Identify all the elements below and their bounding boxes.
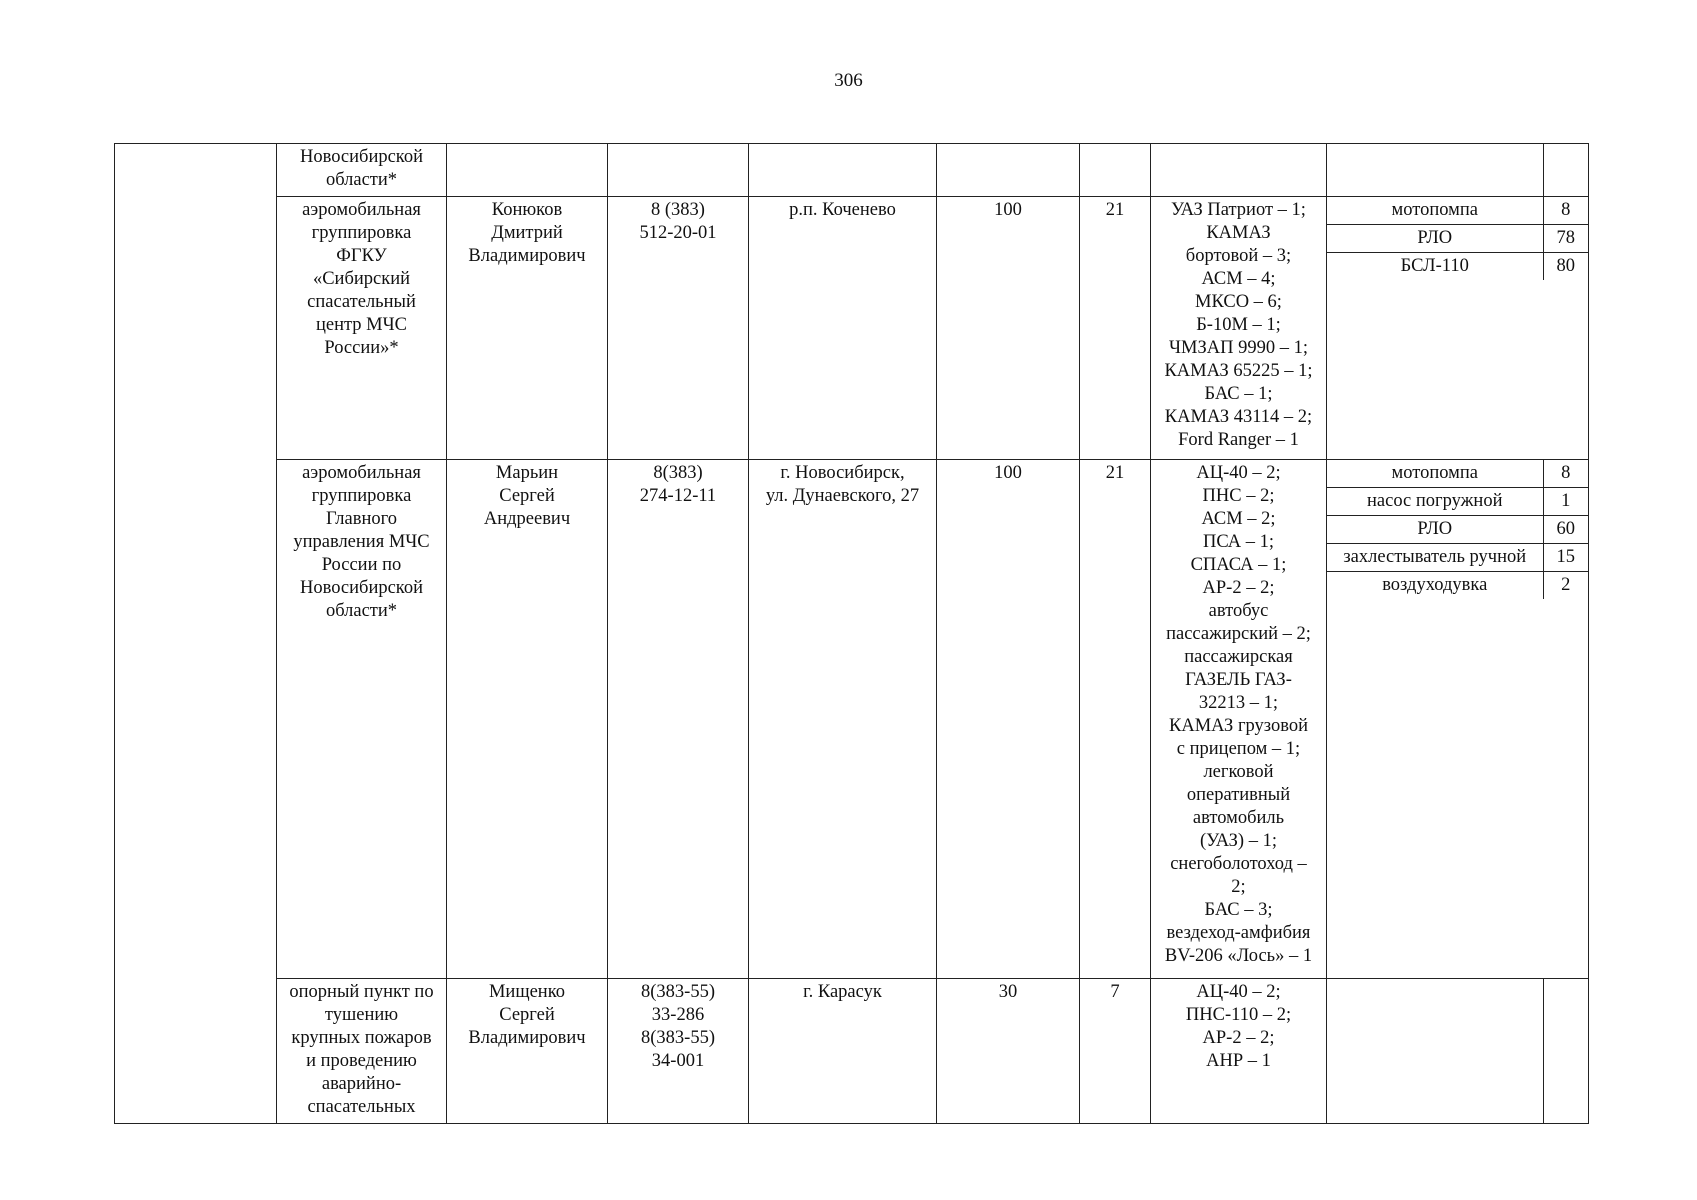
table-row: [115, 460, 1589, 979]
resources-table: [114, 143, 1589, 1124]
equipment-item: [1327, 253, 1588, 281]
head-cell: Мищенко Сергей Владимирович: [447, 979, 608, 1124]
equipment-item: [1327, 488, 1588, 516]
units-cell: 21: [1080, 460, 1151, 979]
equipment-name: мотопомпа: [1327, 197, 1543, 225]
location-cell: р.п. Коченево: [749, 197, 937, 460]
equipment-qty-cell: [1544, 979, 1589, 1124]
units-cell: 7: [1080, 979, 1151, 1124]
equipment-item: [1327, 516, 1588, 544]
equipment-list: [1327, 197, 1588, 280]
equipment-item: [1327, 197, 1588, 225]
equipment-name: воздуходувка: [1382, 575, 1488, 595]
units-cell: [1080, 144, 1151, 197]
phone-cell: 8(383-55) 33-286 8(383-55) 34-001: [608, 979, 749, 1124]
equipment-name-cell: [1327, 144, 1544, 197]
equipment-qty: 80: [1543, 253, 1588, 281]
vehicles-cell: [1151, 144, 1327, 197]
org-cell: опорный пункт по тушению крупных пожаров и проведению аварийно- спасательных: [277, 979, 447, 1124]
table-row: [115, 979, 1589, 1124]
people-cell: 100: [937, 197, 1080, 460]
location-cell: г. Карасук: [749, 979, 937, 1124]
units-cell: 21: [1080, 197, 1151, 460]
table-body: [115, 144, 1589, 1124]
vehicles-cell: УАЗ Патриот – 1; КАМАЗ бортовой – 3; АСМ – 4; МКСО – 6; Б-10М – 1; ЧМЗАП 9990 – 1; КАМАЗ 65225 – 1; БАС – 1; КАМАЗ 43114 – 2; Ford Ranger – 1: [1151, 197, 1327, 460]
equipment-cell: [1327, 460, 1589, 979]
equipment-qty: 60: [1543, 516, 1588, 544]
equipment-item: [1327, 544, 1588, 572]
equipment-name: РЛО: [1327, 225, 1543, 253]
equipment-item: [1327, 572, 1588, 600]
vehicles-cell: АЦ-40 – 2; ПНС – 2; АСМ – 2; ПСА – 1; СПАСА – 1; АР-2 – 2; автобус пассажирский – 2; пассажирская ГАЗЕЛЬ ГАЗ- 32213 – 1; КАМАЗ грузовой с прицепом – 1; легковой оперативный автомобиль (УАЗ) – 1; снегоболотоход – 2; БАС – 3; вездеход-амфибия BV-206 «Лось» – 1: [1151, 460, 1327, 979]
org-cell: аэромобильная группировка Главного управления МЧС России по Новосибирской области*: [277, 460, 447, 979]
location-cell: г. Новосибирск, ул. Дунаевского, 27: [749, 460, 937, 979]
equipment-name: насос погружной: [1327, 488, 1543, 516]
org-cell: аэромобильная группировка ФГКУ «Сибирский спасательный центр МЧС России»*: [277, 197, 447, 460]
people-cell: 100: [937, 460, 1080, 979]
equipment-qty: 15: [1543, 544, 1588, 572]
region-cell: [115, 144, 277, 1124]
equipment-name-cell: [1327, 979, 1544, 1124]
vehicles-cell: АЦ-40 – 2; ПНС-110 – 2; АР-2 – 2; АНР – 1: [1151, 979, 1327, 1124]
equipment-item: [1327, 225, 1588, 253]
page-number: 306: [834, 70, 863, 91]
phone-cell: [608, 144, 749, 197]
equipment-qty: 78: [1543, 225, 1588, 253]
equipment-item: [1327, 460, 1588, 488]
equipment-name: мотопомпа: [1327, 460, 1543, 488]
equipment-qty: 1: [1543, 488, 1588, 516]
equipment-name: РЛО: [1327, 516, 1543, 544]
head-cell: Марьин Сергей Андреевич: [447, 460, 608, 979]
equipment-cell: [1327, 197, 1589, 460]
phone-cell: 8(383) 274-12-11: [608, 460, 749, 979]
location-cell: [749, 144, 937, 197]
equipment-list: [1327, 460, 1588, 599]
equipment-name: захлестыватель ручной: [1327, 544, 1543, 572]
org-cell: Новосибирской области*: [277, 144, 447, 197]
head-cell: Конюков Дмитрий Владимирович: [447, 197, 608, 460]
head-cell: [447, 144, 608, 197]
people-cell: 30: [937, 979, 1080, 1124]
equipment-qty: 8: [1543, 197, 1588, 225]
equipment-qty: 2: [1543, 572, 1588, 600]
equipment-qty-cell: [1544, 144, 1589, 197]
table-row: [115, 144, 1589, 197]
people-cell: [937, 144, 1080, 197]
equipment-qty: 8: [1543, 460, 1588, 488]
equipment-name: БСЛ-110: [1400, 256, 1469, 276]
phone-cell: 8 (383) 512-20-01: [608, 197, 749, 460]
table-row: [115, 197, 1589, 460]
